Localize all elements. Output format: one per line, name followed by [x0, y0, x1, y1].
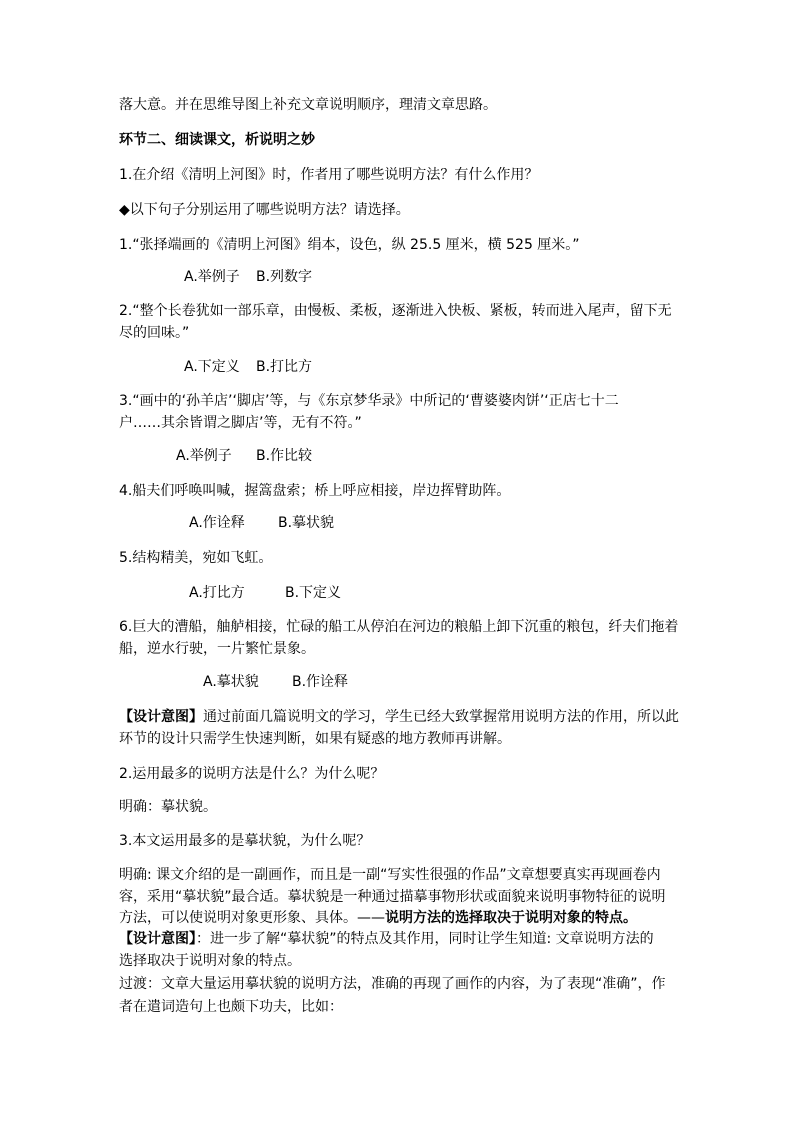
sentence-2-line2: 尽的回味。” [119, 325, 190, 341]
option-b: B.作比较 [256, 448, 313, 464]
answer-3-line2: 容，采用“摹状貌”最合适。摹状貌是一种通过描摹事物形状或面貌来说明事物特征的说明 [119, 889, 666, 905]
design-intent-label: 【设计意图】 [119, 931, 196, 947]
option-a: A.摹状貌 [203, 674, 259, 690]
option-b: B.下定义 [285, 585, 342, 601]
sentence-3-line2: 户……其余皆谓之脚店’等，无有不符。” [119, 415, 362, 431]
paragraph-intro-end: 落大意。并在思维导图上补充文章说明顺序，理清文章思路。 [119, 97, 497, 113]
sentence-1: 1.“张择端画的《清明上河图》绢本，设色，纵 25.5 厘米，横 525 厘米。” [119, 237, 580, 253]
design-intent-1-line1 [119, 706, 679, 728]
answer-3-text: 方法，可以使说明对象更形象、具体。—— [119, 910, 385, 926]
option-b: B.打比方 [256, 359, 313, 375]
design-intent-label: 【设计意图】 [119, 709, 203, 725]
transition-line1: 过渡：文章大量运用摹状貌的说明方法，准确的再现了画作的内容，为了表现“准确”，作 [119, 976, 666, 992]
sentence-6-line2: 船，逆水行驶，一片繁忙景象。 [119, 641, 315, 657]
answer-2: 明确：摹状貌。 [119, 799, 217, 815]
design-intent-1-line2: 环节的设计只需学生快速判断，如果有疑惑的地方教师再讲解。 [119, 731, 511, 747]
section-heading: 环节二、细读课文，析说明之妙 [119, 132, 315, 148]
transition-line2: 者在遣词造句上也颇下功夫，比如： [119, 999, 343, 1015]
answer-3-conclusion: 说明方法的选择取决于说明对象的特点。 [385, 910, 637, 926]
sentence-4: 4.船夫们呼唤叫喊，握篙盘索；桥上呼应相接，岸边挥臂助阵。 [119, 483, 511, 499]
option-a: A.举例子 [176, 448, 232, 464]
option-a: A.举例子 [184, 269, 240, 285]
option-b: B.摹状貌 [278, 515, 335, 531]
sentence-3-line1: 3.“画中的‘孙羊店’‘脚店’等，与《东京梦华录》中所记的‘曹婆婆肉饼’‘正店七十二 [119, 393, 619, 409]
sentence-6-line1: 6.巨大的漕船，舳舻相接，忙碌的船工从停泊在河边的粮船上卸下沉重的粮包，纤夫们拖着 [119, 619, 679, 635]
sentence-2-line1: 2.“整个长卷犹如一部乐章，由慢板、柔板，逐渐进入快板、紧板，转而进入尾声，留下无 [119, 303, 672, 319]
option-b: B.作诠释 [292, 674, 349, 690]
question-3: 3.本文运用最多的是摹状貌，为什么呢？ [119, 833, 371, 849]
option-b: B.列数字 [256, 269, 313, 285]
design-intent-text: ：进一步了解“摹状貌”的特点及其作用，同时让学生知道: 文章说明方法的 [196, 931, 654, 947]
answer-3-line1: 明确: 课文介绍的是一副画作，而且是一副“写实性很强的作品”文章想要真实再现画卷内 [119, 867, 661, 883]
answer-3-line3 [119, 907, 675, 929]
sentence-5: 5.结构精美，宛如飞虹。 [119, 550, 273, 566]
design-intent-2-line1 [119, 928, 675, 950]
design-intent-text: 通过前面几篇说明文的学习，学生已经大致掌握常用说明方法的作用，所以此 [203, 709, 679, 725]
option-a: A.下定义 [184, 359, 240, 375]
question-1: 1.在介绍《清明上河图》时，作者用了哪些说明方法？有什么作用？ [119, 167, 539, 183]
question-2: 2.运用最多的说明方法是什么？为什么呢？ [119, 766, 385, 782]
design-intent-2-line2: 选择取决于说明对象的特点。 [119, 953, 301, 969]
instruction: ◆以下句子分别运用了哪些说明方法？请选择。 [119, 202, 410, 218]
option-a: A.作诠释 [189, 515, 245, 531]
option-a: A.打比方 [189, 585, 245, 601]
